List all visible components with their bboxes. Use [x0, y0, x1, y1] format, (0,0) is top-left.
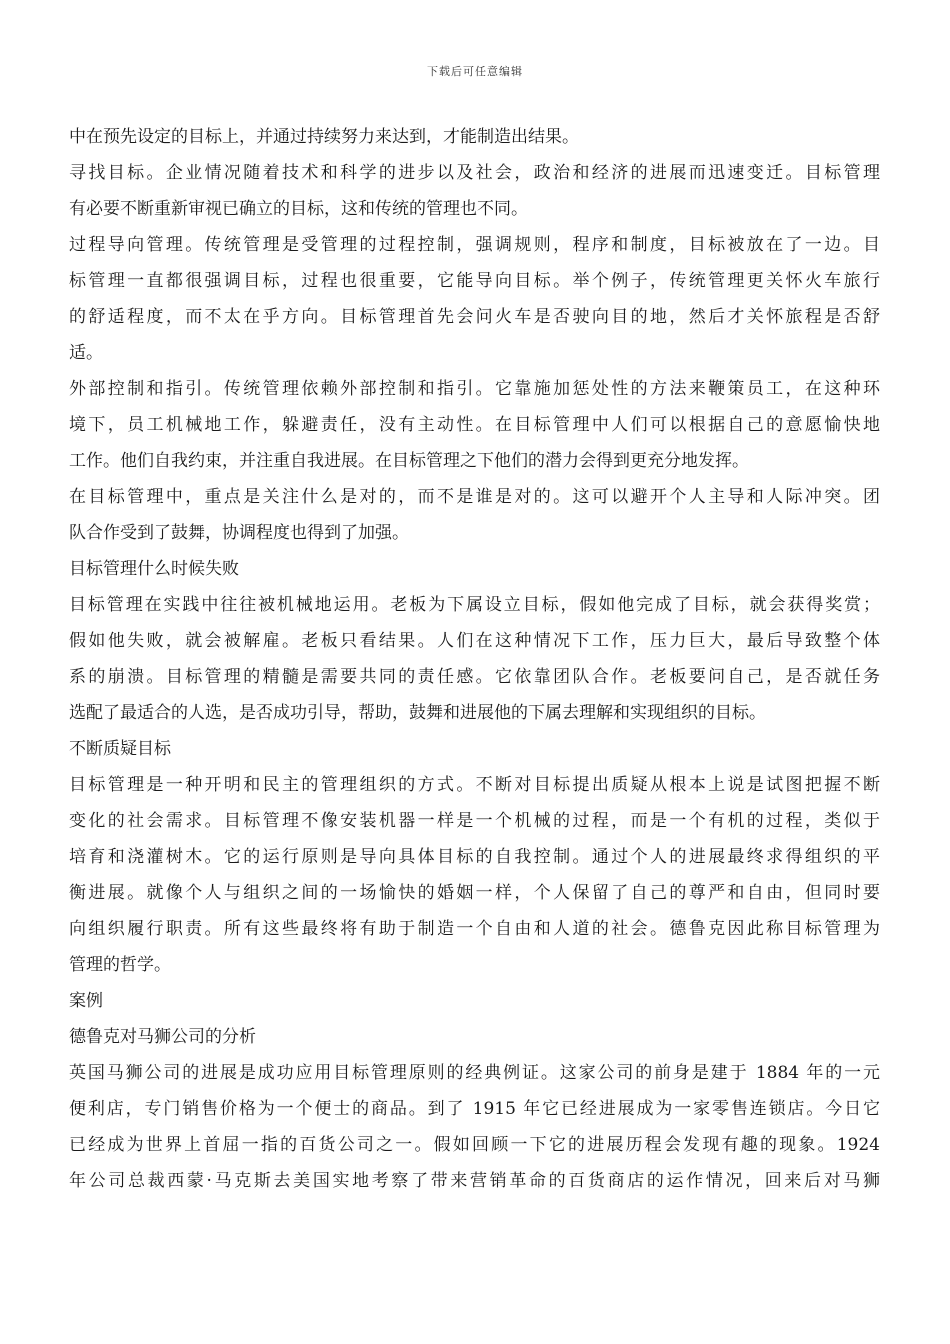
text-line: 德鲁克对马狮公司的分析 — [69, 1027, 256, 1047]
text-line: 选配了最适合的人选，是否成功引导，帮助，鼓舞和进展他的下属去理解和实现组织的目标。 — [69, 703, 766, 723]
text-line: 中在预先设定的目标上，并通过持续努力来达到，才能制造出结果。 — [69, 127, 579, 147]
text-line: 管理的哲学。 — [69, 955, 171, 975]
text-line: 变化的社会需求。目标管理不像安装机器一样是一个机械的过程，而是一个有机的过程，类似于 — [69, 811, 880, 831]
text-line: 向组织履行职责。所有这些最终将有助于制造一个自由和人道的社会。德鲁克因此称目标管理为 — [69, 919, 880, 939]
text-line: 境下，员工机械地工作，躲避责任，没有主动性。在目标管理中人们可以根据自己的意愿愉快地 — [69, 415, 880, 435]
document-body — [69, 119, 880, 1199]
text-line: 年公司总裁西蒙·马克斯去美国实地考察了带来营销革命的百货商店的运作情况，回来后对马狮 — [69, 1171, 880, 1191]
text-line: 有必要不断重新审视已确立的目标，这和传统的管理也不同。 — [69, 199, 528, 219]
text-line: 案例 — [69, 991, 103, 1011]
text-line: 的舒适程度，而不太在乎方向。目标管理首先会问火车是否驶向目的地，然后才关怀旅程是否舒 — [69, 307, 880, 327]
text-line: 已经成为世界上首屈一指的百货公司之一。假如回顾一下它的进展历程会发现有趣的现象。1924 — [69, 1135, 880, 1155]
text-line: 英国马狮公司的进展是成功应用目标管理原则的经典例证。这家公司的前身是建于 1884 年的一元 — [69, 1063, 880, 1083]
text-line: 过程导向管理。传统管理是受管理的过程控制，强调规则，程序和制度，目标被放在了一边。目 — [69, 235, 880, 255]
text-line: 适。 — [69, 343, 103, 363]
text-line: 队合作受到了鼓舞，协调程度也得到了加强。 — [69, 523, 409, 543]
text-line: 目标管理在实践中往往被机械地运用。老板为下属设立目标，假如他完成了目标，就会获得奖赏； — [69, 595, 880, 615]
text-line: 假如他失败，就会被解雇。老板只看结果。人们在这种情况下工作，压力巨大，最后导致整个体 — [69, 631, 880, 651]
text-line: 标管理一直都很强调目标，过程也很重要，它能导向目标。举个例子，传统管理更关怀火车旅行 — [69, 271, 880, 291]
text-line: 不断质疑目标 — [69, 739, 171, 759]
text-line: 系的崩溃。目标管理的精髓是需要共同的责任感。它依靠团队合作。老板要问自己，是否就任务 — [69, 667, 880, 687]
text-line: 工作。他们自我约束，并注重自我进展。在目标管理之下他们的潜力会得到更充分地发挥。 — [69, 451, 749, 471]
text-line: 在目标管理中，重点是关注什么是对的，而不是谁是对的。这可以避开个人主导和人际冲突。团 — [69, 487, 880, 507]
text-line: 寻找目标。企业情况随着技术和科学的进步以及社会，政治和经济的进展而迅速变迁。目标管理 — [69, 163, 880, 183]
text-line: 便利店，专门销售价格为一个便士的商品。到了 1915 年它已经进展成为一家零售连锁店。今日它 — [69, 1099, 880, 1119]
text-line: 外部控制和指引。传统管理依赖外部控制和指引。它靠施加惩处性的方法来鞭策员工，在这种环 — [69, 379, 880, 399]
text-line: 培育和浇灌树木。它的运行原则是导向具体目标的自我控制。通过个人的进展最终求得组织的平 — [69, 847, 880, 867]
text-line: 目标管理什么时候失败 — [69, 559, 239, 579]
page-header: 下载后可任意编辑 — [427, 65, 523, 78]
text-line: 目标管理是一种开明和民主的管理组织的方式。不断对目标提出质疑从根本上说是试图把握不断 — [69, 775, 880, 795]
text-line: 衡进展。就像个人与组织之间的一场愉快的婚姻一样，个人保留了自己的尊严和自由，但同时要 — [69, 883, 880, 903]
